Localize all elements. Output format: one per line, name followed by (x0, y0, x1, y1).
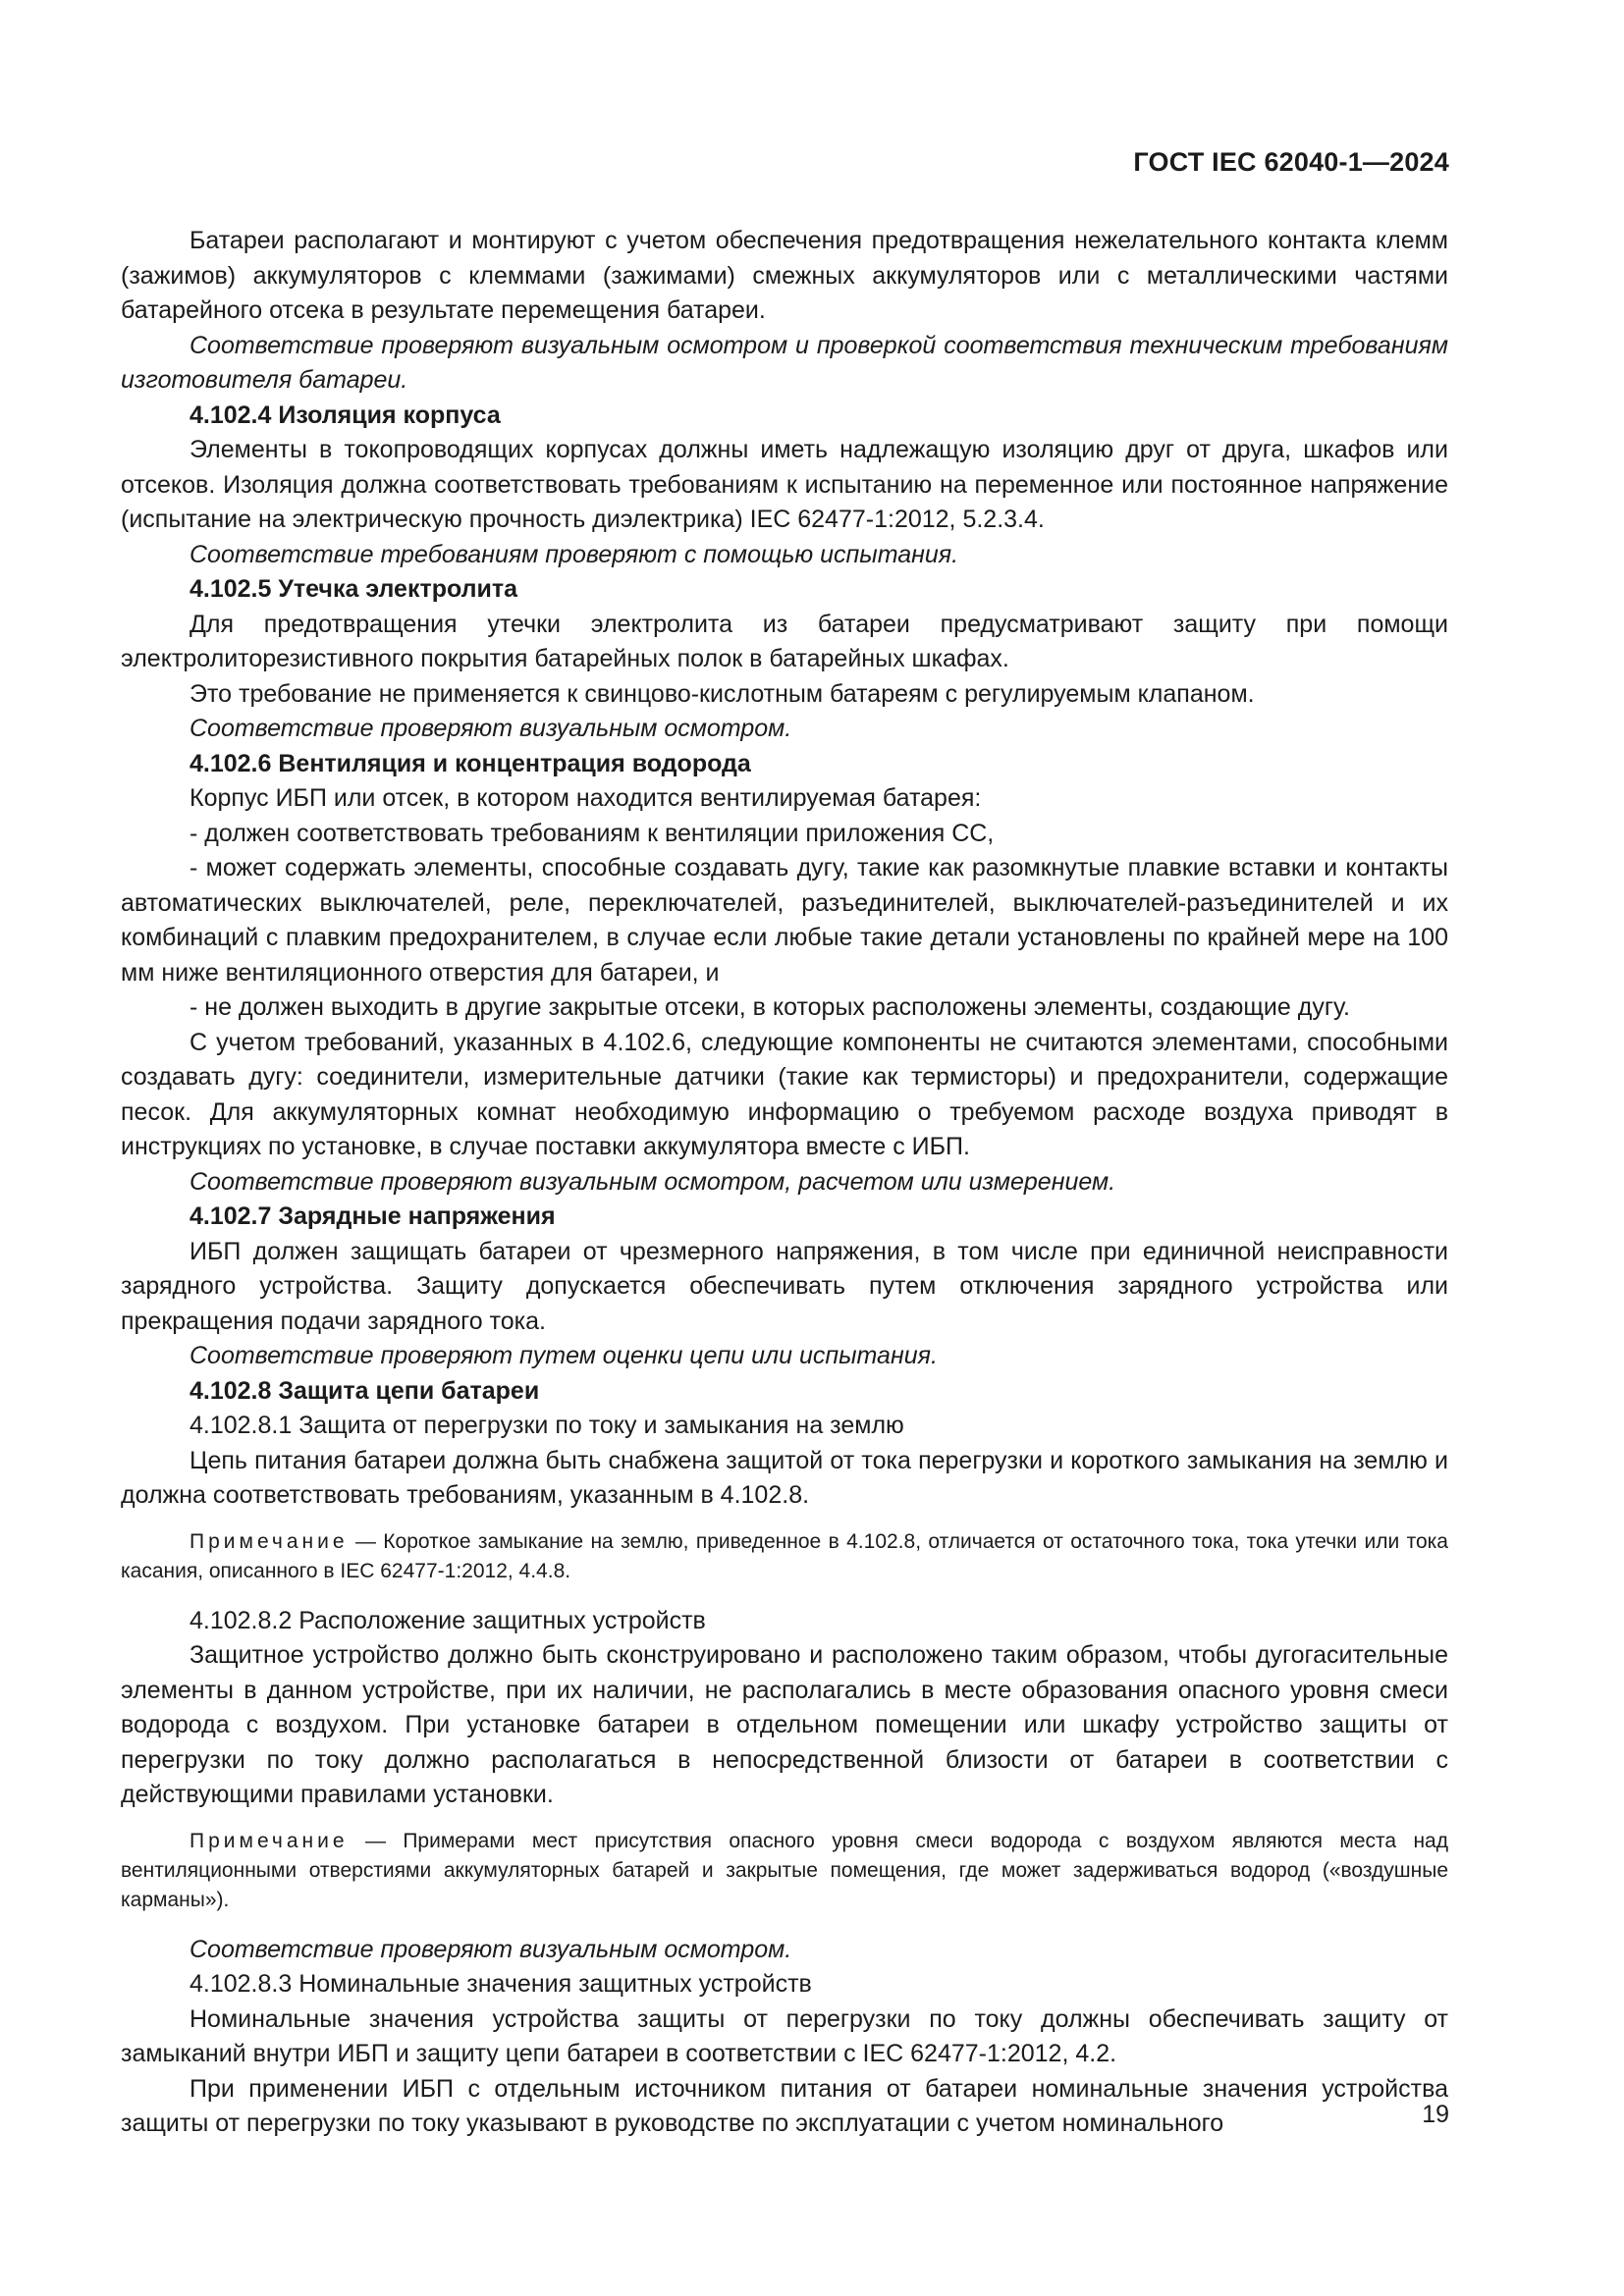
paragraph: Защитное устройство должно быть сконструировано и расположено таким образом, чтобы дугогасительные элементы в данном устройстве, при их наличии, не располагались в месте образования опасного уровня смеси водорода с воздухом. При установке батареи в отдельном помещении или шкафу устройство защиты от перегрузки по току должно располагаться в непосредственной близости от батареи в соответствии с действующими правилами установки. (121, 1641, 1448, 1808)
section-heading: 4.102.6 Вентиляция и концентрация водорода (189, 749, 751, 777)
paragraph: Для предотвращения утечки электролита из батареи предусматривают защиту при помощи электролиторезистивного покрытия батарейных полок в батарейных шкафах. (121, 610, 1448, 672)
note (121, 1827, 1448, 1915)
compliance-check: Соответствие проверяют путем оценки цепи или испытания. (189, 1342, 938, 1369)
list-item: - должен соответствовать требованиям к вентиляции приложения СС, (189, 819, 995, 847)
note-text: — Примерами мест присутствия опасного уровня смеси водорода с воздухом являются места над вентиляционными отверстиями аккумуляторных батарей и закрытые помещения, где может задерживаться водород («воздушные карманы»). (121, 1829, 1448, 1911)
section-heading: 4.102.4 Изоляция корпуса (189, 400, 501, 429)
paragraph: Номинальные значения устройства защиты от перегрузки по току должны обеспечивать защиту от замыканий внутри ИБП и защиту цепи батареи в соответствии с IEC 62477-1:2012, 4.2. (121, 2004, 1448, 2067)
paragraph: Батареи располагают и монтируют с учетом обеспечения предотвращения нежелательного контакта клемм (зажимов) аккумуляторов с клеммами (зажимами) смежных аккумуляторов или с металлическими частями батарейного отсека в результате перемещения батареи. (121, 227, 1448, 324)
compliance-check: Соответствие проверяют визуальным осмотром и проверкой соответствия техническим требованиям изготовителя батареи. (121, 331, 1448, 394)
subsection-title: 4.102.8.2 Расположение защитных устройств (189, 1606, 706, 1634)
paragraph: С учетом требований, указанных в 4.102.6, следующие компоненты не считаются элементами, способными создавать дугу: соединители, измерительные датчики (такие как термисторы) и предохранители, содержащие песок. Для аккумуляторных комнат необходимую информацию о требуемом расходе воздуха приводят в инструкциях по установке, в случае поставки аккумулятора вместе с ИБП. (121, 1028, 1448, 1160)
compliance-check: Соответствие требованиям проверяют с помощью испытания. (189, 540, 959, 568)
section-heading: 4.102.8 Защита цепи батареи (189, 1376, 540, 1405)
page-number: 19 (1422, 2101, 1449, 2128)
subsection-title: 4.102.8.3 Номинальные значения защитных устройств (189, 1970, 812, 1998)
list-item: - может содержать элементы, способные создавать дугу, такие как разомкнутые плавкие вставки и контакты автоматических выключателей, реле, переключателей, разъединителей, выключателей-разъединителей и их комбинаций с плавким предохранителем, в случае если любые такие детали установлены по крайней мере на 100 мм ниже вентиляционного отверстия для батареи, и (121, 854, 1448, 987)
paragraph: Элементы в токопроводящих корпусах должны иметь надлежащую изоляцию друг от друга, шкафов или отсеков. Изоляция должна соответствовать требованиям к испытанию на переменное или постоянное напряжение (испытание на электрическую прочность диэлектрика) IEC 62477-1:2012, 5.2.3.4. (121, 436, 1448, 533)
note (121, 1527, 1448, 1586)
page-content (121, 224, 1448, 2142)
section-heading: 4.102.5 Утечка электролита (189, 575, 518, 603)
note-text: — Короткое замыкание на землю, приведенное в 4.102.8, отличается от остаточного тока, тока утечки или тока касания, описанного в IEC 62477-1:2012, 4.4.8. (121, 1529, 1448, 1582)
compliance-check: Соответствие проверяют визуальным осмотром. (189, 1935, 792, 1963)
paragraph: Цепь питания батареи должна быть снабжена защитой от тока перегрузки и короткого замыкания на землю и должна соответствовать требованиям, указанным в 4.102.8. (121, 1446, 1448, 1509)
paragraph: ИБП должен защищать батареи от чрезмерного напряжения, в том числе при единичной неисправности зарядного устройства. Защиту допускается обеспечивать путем отключения зарядного устройства или прекращения подачи зарядного тока. (121, 1237, 1448, 1335)
note-label: Примечание (189, 1829, 349, 1852)
note-label: Примечание (189, 1529, 349, 1553)
subsection-title: 4.102.8.1 Защита от перегрузки по току и замыкания на землю (189, 1412, 904, 1439)
paragraph: Это требование не применяется к свинцово-кислотным батареям с регулируемым клапаном. (189, 679, 1255, 708)
compliance-check: Соответствие проверяют визуальным осмотром, расчетом или измерением. (189, 1167, 1116, 1196)
paragraph: При применении ИБП с отдельным источником питания от батареи номинальные значения устройства защиты от перегрузки по току указывают в руководстве по эксплуатации с учетом номинального (121, 2074, 1448, 2137)
paragraph: Корпус ИБП или отсек, в котором находится вентилируемая батарея: (189, 784, 982, 812)
compliance-check: Соответствие проверяют визуальным осмотром. (189, 715, 792, 742)
section-heading: 4.102.7 Зарядные напряжения (189, 1202, 556, 1230)
list-item: - не должен выходить в другие закрытые отсеки, в которых расположены элементы, создающие дугу. (189, 993, 1350, 1021)
document-number-header: ГОСТ IEC 62040-1—2024 (1133, 147, 1449, 177)
